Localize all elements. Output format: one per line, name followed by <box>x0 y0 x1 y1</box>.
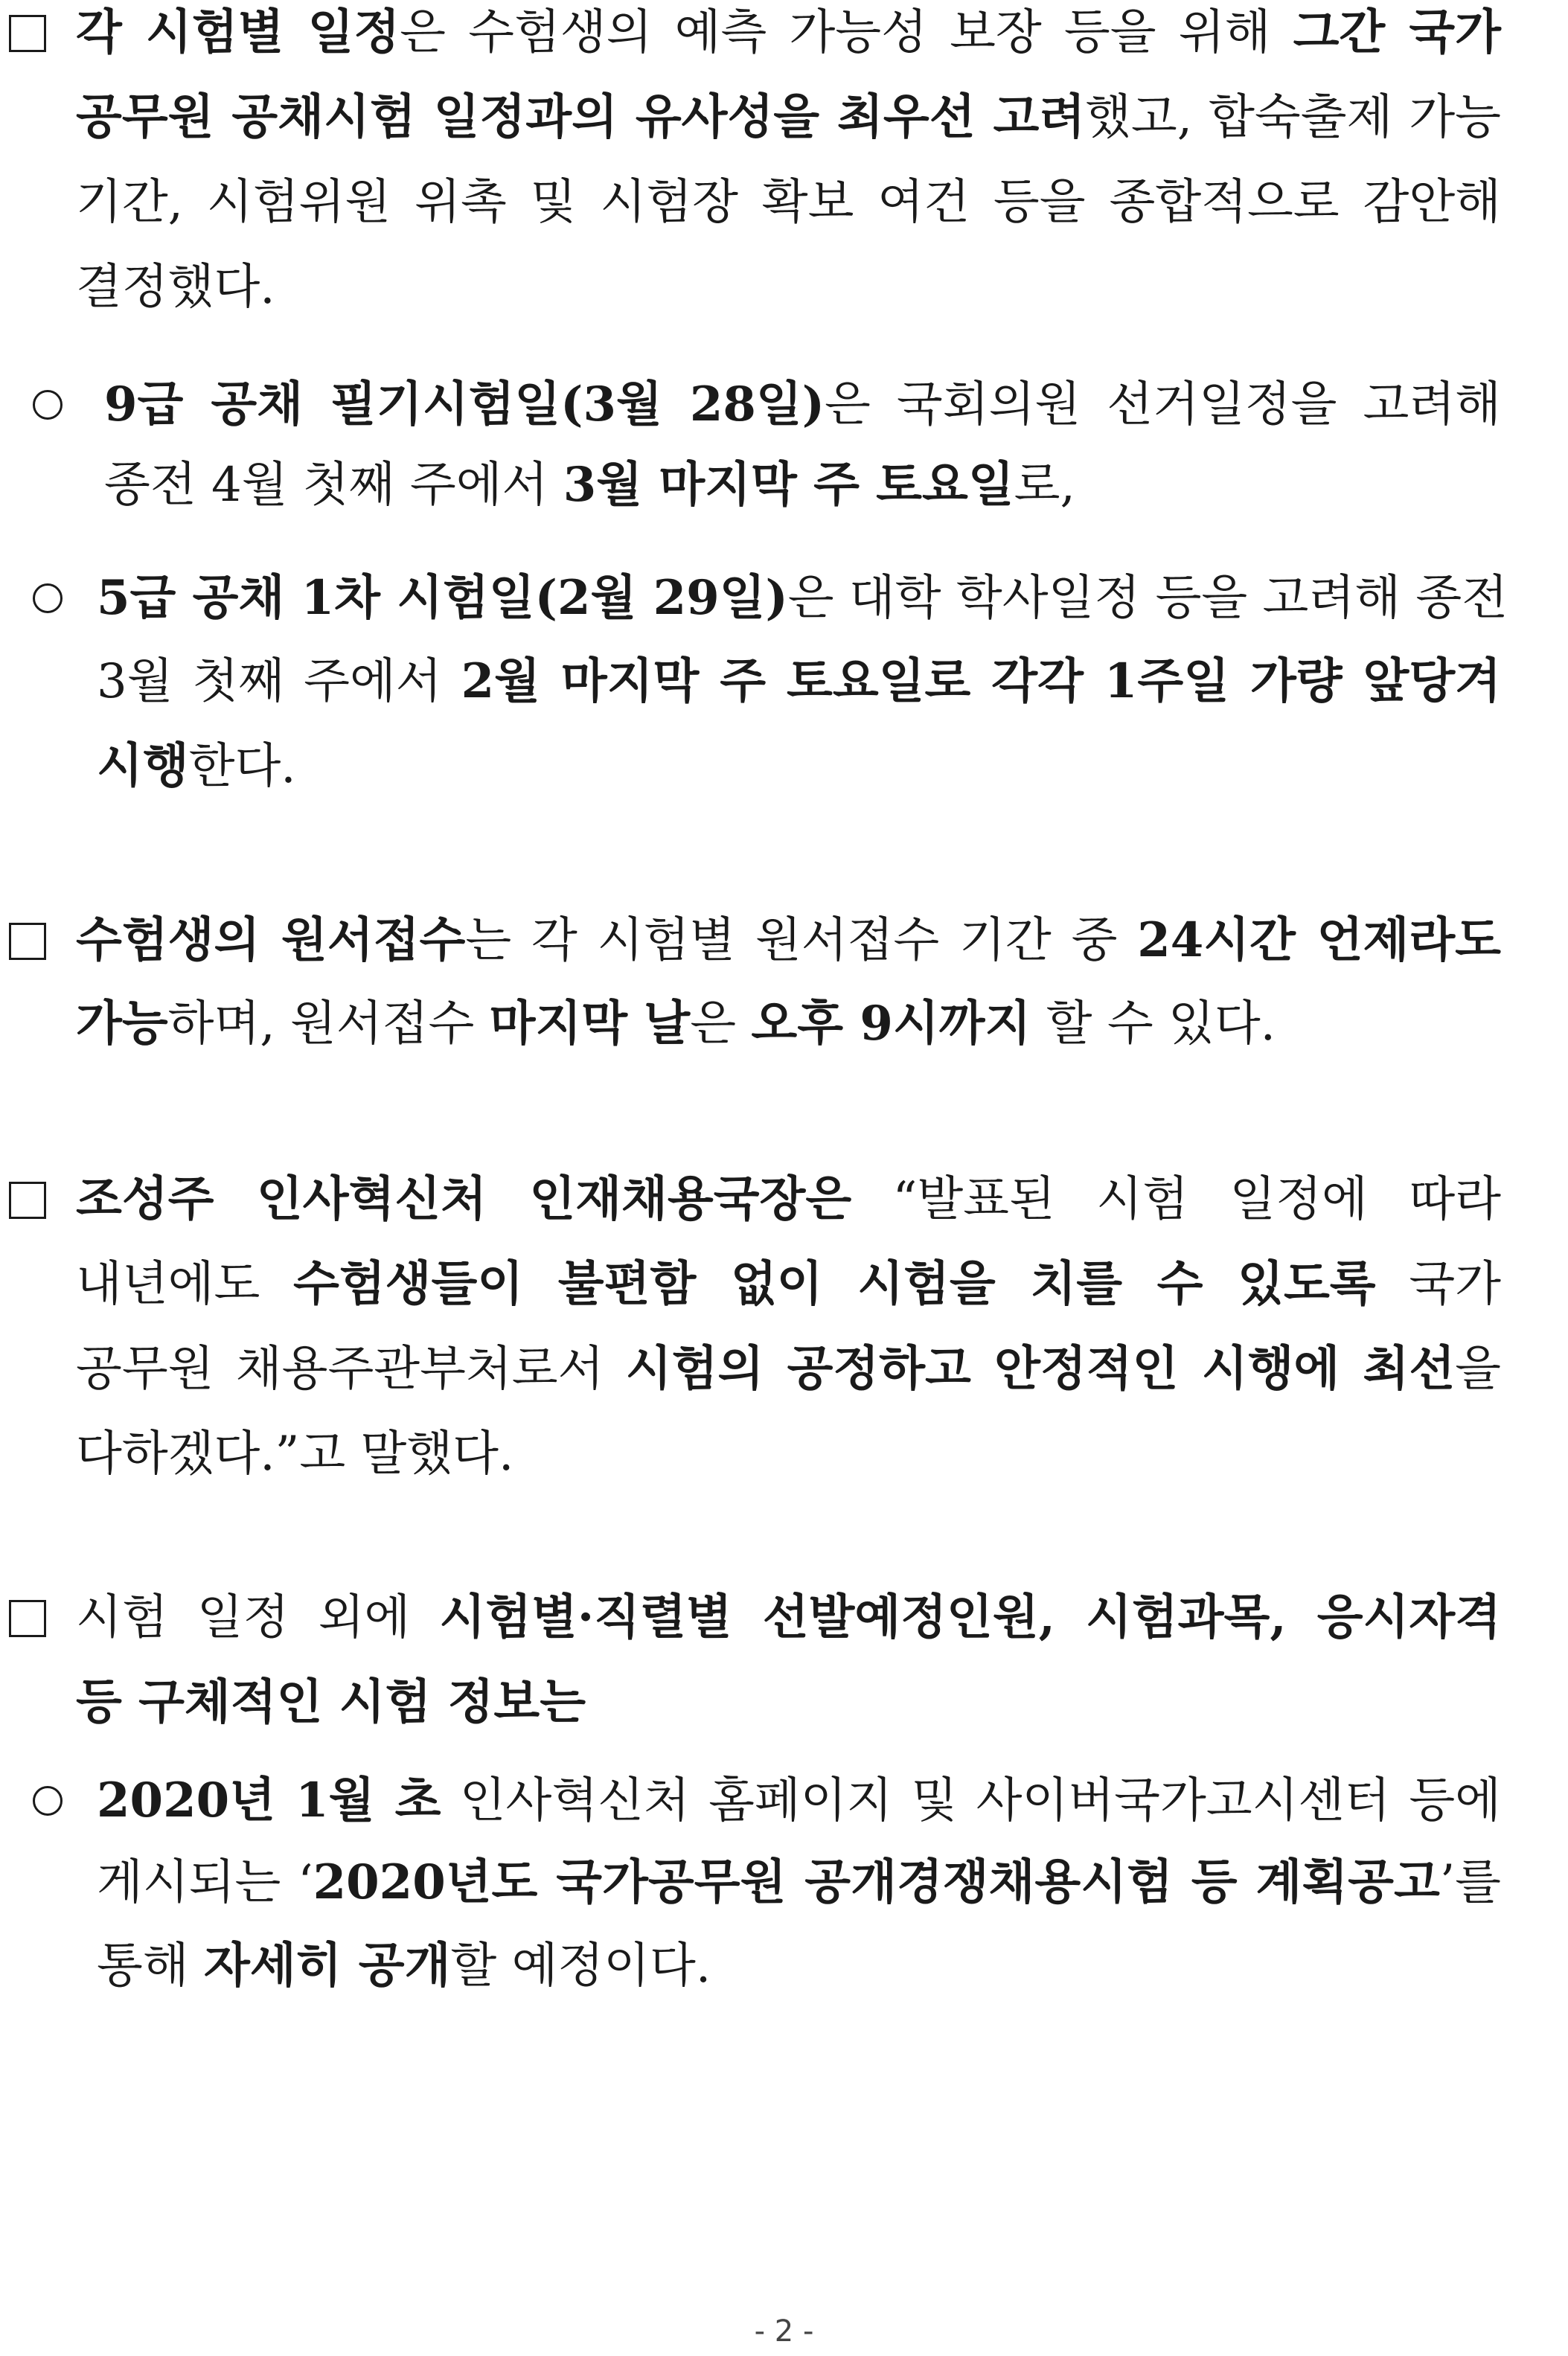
bold-text-segment: 마지막 날 <box>489 996 691 1051</box>
text-line <box>76 173 1501 232</box>
bold-text-segment: 각 시험별 일정 <box>76 4 400 60</box>
bold-text-segment: 시험별·직렬별 선발예정인원, 시험과목, 응시자격 <box>439 1590 1501 1645</box>
text-segment: 한다. <box>188 739 296 794</box>
text-segment: 할 예정이다. <box>450 1939 711 1994</box>
text-line <box>97 652 1501 711</box>
bold-text-segment: 조성주 인사혁신처 인재채용국장은 <box>76 1171 852 1227</box>
bold-text-segment: 시행 <box>97 738 189 794</box>
text-line <box>76 994 1276 1054</box>
circle-bullet-icon <box>33 1786 63 1816</box>
text-segment: 을 <box>1455 1342 1501 1397</box>
checkbox-bullet-icon <box>9 1182 46 1219</box>
text-segment: 하며, 원서접수 <box>167 996 490 1051</box>
text-segment: 는 각 시험별 원서접수 기간 중 <box>465 913 1138 968</box>
checkbox-bullet-icon <box>9 923 46 960</box>
text-segment: 은 <box>690 996 752 1051</box>
text-line <box>76 1673 586 1732</box>
text-line <box>76 1339 1501 1399</box>
text-segment: 통해 <box>97 1939 204 1994</box>
text-segment: 3월 첫째 주에서 <box>97 654 461 709</box>
text-segment: 로, <box>1014 458 1075 513</box>
text-line <box>104 455 1075 515</box>
text-segment: 국가 <box>1375 1257 1502 1312</box>
text-line <box>97 569 1508 628</box>
page-number: - 2 - <box>754 2314 814 2349</box>
text-segment: “발표된 시험 일정에 따라 <box>851 1172 1501 1227</box>
text-segment: 기간, 시험위원 위촉 및 시험장 확보 여건 등을 종합적으로 감안해 <box>76 175 1501 230</box>
text-line <box>76 1255 1501 1314</box>
text-line <box>97 1936 711 1996</box>
text-segment: 할 수 있다. <box>1031 996 1276 1051</box>
text-line <box>76 257 275 317</box>
checkbox-bullet-icon <box>9 15 46 52</box>
bold-text-segment: 2020년도 국가공무원 공개경쟁채용시험 등 계획공고 <box>313 1854 1440 1910</box>
text-line <box>76 1170 1501 1229</box>
circle-bullet-icon <box>33 583 63 613</box>
text-line <box>76 1588 1501 1648</box>
text-line <box>76 88 1501 147</box>
bold-text-segment: 공무원 공채시험 일정과의 유사성을 최우선 고려 <box>76 89 1086 145</box>
bold-text-segment: 수험생의 원서접수 <box>76 912 466 968</box>
bold-text-segment: 5급 공채 1차 시험일(2월 29일) <box>97 570 788 626</box>
text-line <box>97 1853 1501 1912</box>
bold-text-segment: 그간 국가 <box>1293 4 1502 60</box>
text-segment: 은 대학 학사일정 등을 고려해 종전 <box>787 571 1508 626</box>
bold-text-segment: 자세히 공개 <box>204 1938 451 1994</box>
bold-text-segment: 2월 마지막 주 토요일로 각각 1주일 가량 앞당겨 <box>461 653 1501 709</box>
bold-text-segment: 24시간 언제라도 <box>1137 912 1501 968</box>
bold-text-segment: 가능 <box>76 996 168 1051</box>
bold-text-segment: 3월 마지막 주 토요일 <box>563 457 1014 513</box>
text-segment: 은 수험생의 예측 가능성 보장 등을 위해 <box>400 5 1293 60</box>
text-segment: 다하겠다.”고 말했다. <box>76 1427 514 1482</box>
text-segment: 했고, 합숙출제 가능 <box>1085 90 1501 145</box>
bold-text-segment: 등 구체적인 시험 정보는 <box>76 1674 586 1730</box>
text-segment: 게시되는 ‘ <box>97 1855 313 1910</box>
text-line <box>97 1771 1501 1831</box>
text-line <box>104 375 1501 435</box>
bold-text-segment: 오후 9시까지 <box>751 996 1031 1051</box>
text-segment: 공무원 채용주관부처로서 <box>76 1342 626 1397</box>
text-segment: 인사혁신처 홈페이지 및 사이버국가고시센터 등에 <box>441 1773 1501 1828</box>
text-segment: 은 국회의원 선거일정을 고려해 <box>825 377 1501 432</box>
text-segment: 내년에도 <box>76 1257 294 1312</box>
bold-text-segment: 수험생들이 불편함 없이 시험을 치를 수 있도록 <box>293 1256 1376 1312</box>
text-line <box>97 737 296 796</box>
text-line <box>76 911 1501 970</box>
text-segment: ’를 <box>1439 1855 1501 1910</box>
checkbox-bullet-icon <box>9 1600 46 1637</box>
text-line <box>76 1424 513 1484</box>
bold-text-segment: 시험의 공정하고 안정적인 시행에 최선 <box>625 1341 1456 1397</box>
text-segment: 결정했다. <box>76 260 275 315</box>
text-segment: 시험 일정 외에 <box>76 1590 440 1645</box>
text-segment: 종전 4월 첫째 주에서 <box>104 458 563 513</box>
bold-text-segment: 9급 공채 필기시험일(3월 28일) <box>104 377 825 432</box>
circle-bullet-icon <box>33 390 63 420</box>
text-line <box>76 3 1501 63</box>
bold-text-segment: 2020년 1월 초 <box>97 1773 441 1828</box>
